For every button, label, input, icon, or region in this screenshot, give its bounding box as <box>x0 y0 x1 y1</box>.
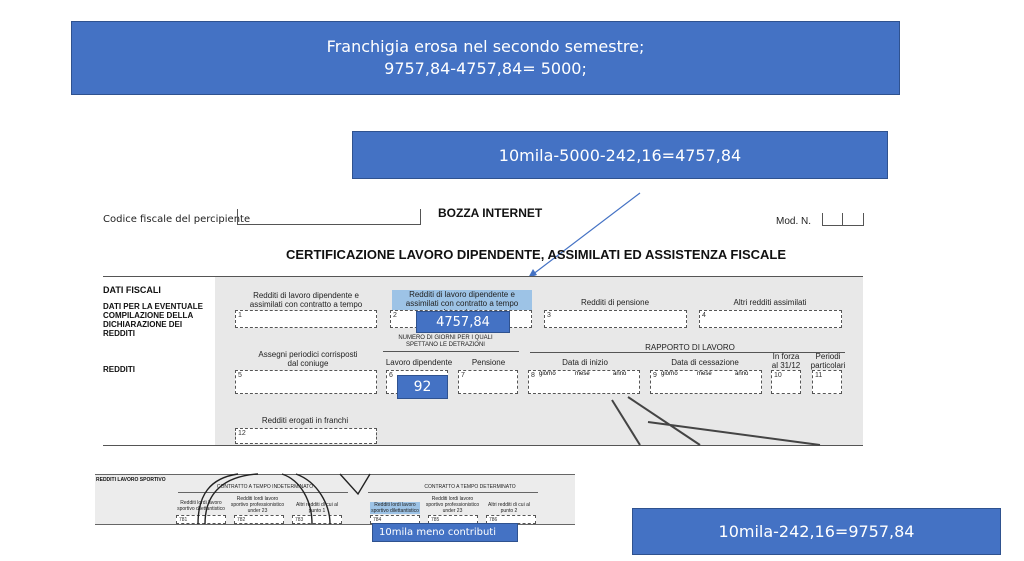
field8-mese: mese <box>575 371 590 377</box>
field9-giorno: giorno <box>661 371 678 377</box>
codice-label: Codice fiscale del percipiente <box>103 214 251 225</box>
field1-label: Redditi di lavoro dipendente e assimilati con contratto a tempo <box>249 291 363 309</box>
sport-note-callout <box>372 523 518 542</box>
sport-781-number: 781 <box>179 517 188 523</box>
field7-number: 7 <box>461 372 465 379</box>
data-cessazione-label: Data di cessazione <box>671 358 739 367</box>
sport-c2-label: Redditi lordi lavoro sportivo professionistico under 23 <box>230 496 285 514</box>
field12-number: 12 <box>238 430 246 437</box>
sport-c3-label: Altri redditi di cui al punto 1 <box>296 502 338 514</box>
sport-785-number: 785 <box>431 517 440 523</box>
field9-mese: mese <box>697 371 712 377</box>
sport-c4-label: Redditi lordi lavoro sportivo dilettantistico <box>371 502 419 514</box>
mod-label: Mod. N. <box>776 216 812 227</box>
page-title: CERTIFICAZIONE LAVORO DIPENDENTE, ASSIMILATI ED ASSISTENZA FISCALE <box>286 247 787 262</box>
rapporto-label: RAPPORTO DI LAVORO <box>645 343 735 352</box>
field4-number: 4 <box>702 312 706 319</box>
sport-note-text: 10mila meno contributi <box>379 527 497 538</box>
value-callout-text: 4757,84 <box>436 314 490 330</box>
franchi-label: Redditi erogati in franchi <box>261 416 349 425</box>
field8-number: 8 <box>531 372 535 379</box>
data-inizio-label: Data di inizio <box>562 358 608 367</box>
days-callout-text: 92 <box>413 379 432 395</box>
callout-top-line1: Franchigia erosa nel secondo semestre; <box>326 37 645 56</box>
field9-number: 9 <box>653 372 657 379</box>
field4-label: Altri redditi assimilati <box>733 298 807 307</box>
callout-middle-text: 10mila-5000-242,16=4757,84 <box>498 145 742 165</box>
field5-label: Assegni periodici corrisposti dal coniuge <box>258 350 358 368</box>
field1-number: 1 <box>238 312 242 319</box>
sport-783-number: 783 <box>295 517 304 523</box>
sport-c5-label: Redditi lordi lavoro sportivo professionistico under 23 <box>425 496 480 514</box>
field11-number: 11 <box>815 372 823 379</box>
lavoro-dip-label: Lavoro dipendente <box>385 358 453 367</box>
dati-fiscali-label: DATI FISCALI <box>103 285 161 295</box>
sport-determinato: CONTRATTO A TEMPO DETERMINATO <box>424 484 516 490</box>
callout-top-line2: 9757,84-4757,84= 5000; <box>384 59 587 78</box>
in-forza-label: In forza al 31/12 <box>771 352 801 370</box>
sport-786-number: 786 <box>489 517 498 523</box>
pensione-label: Pensione <box>471 358 506 367</box>
field10-number: 10 <box>774 372 782 379</box>
bozza-label: BOZZA INTERNET <box>438 206 543 220</box>
sport-784-number: 784 <box>373 517 382 523</box>
field6-number: 6 <box>389 372 393 379</box>
field9-anno: anno <box>735 371 749 377</box>
field8-anno: anno <box>613 371 627 377</box>
sport-title: REDDITI LAVORO SPORTIVO <box>96 477 166 483</box>
giorni-label: NUMERO DI GIORNI PER I QUALI SPETTANO LE DETRAZIONI <box>398 335 493 348</box>
field2-number: 2 <box>393 312 397 319</box>
sport-c6-label: Altri redditi di cui al punto 2 <box>488 502 530 514</box>
eventuale-label: DATI PER LA EVENTUALE COMPILAZIONE DELLA DICHIARAZIONE DEI REDDITI <box>103 302 204 338</box>
sport-indeterminato: CONTRATTO A TEMPO INDETERMINATO <box>216 484 314 490</box>
redditi-label: REDDITI <box>103 365 135 374</box>
sport-c1-label: Redditi lordi lavoro sportivo dilettantistico <box>177 500 225 512</box>
field8-giorno: giorno <box>539 371 556 377</box>
periodi-label: Periodi particolari <box>810 352 846 370</box>
field5-number: 5 <box>238 372 242 379</box>
sport-782-number: 782 <box>237 517 246 523</box>
callout-bottom-right <box>632 508 1001 555</box>
callout-bottom-right-text: 10mila-242,16=9757,84 <box>718 522 915 541</box>
field3-number: 3 <box>547 312 551 319</box>
field3-label: Redditi di pensione <box>580 298 650 307</box>
field2-label: Redditi di lavoro dipendente e assimilati con contratto a tempo <box>392 290 532 317</box>
